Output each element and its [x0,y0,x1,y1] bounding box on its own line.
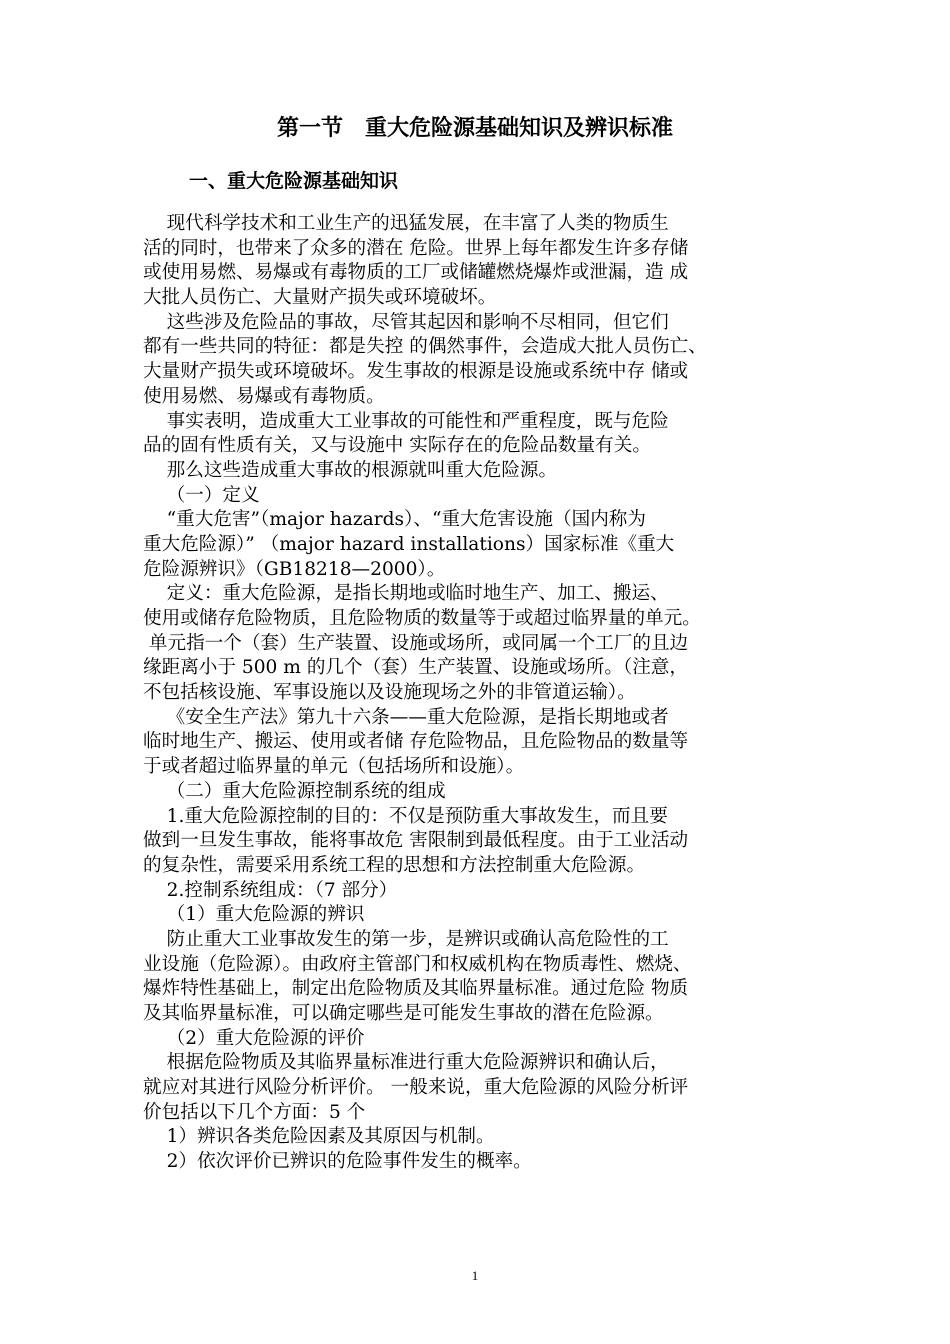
text-line: 品的固有性质有关，又与设施中 实际存在的危险品数量有关。 [143,435,651,457]
text-line: 危险源辨识》（GB18218—2000）。 [143,558,446,580]
text-line: 1.重大危险源控制的目的：不仅是预防重大事故发生，而且要 [143,805,668,827]
text-line: 的复杂性，需要采用系统工程的思想和方法控制重大危险源。 [143,854,646,876]
text-line: 这些涉及危险品的事故，尽管其起因和影响不尽相同，但它们 [143,311,669,333]
text-line: （2）重大危险源的评价 [143,1027,365,1049]
text-line: 及其临界量标准，可以确定哪些是可能发生事故的潜在危险源。 [143,1003,664,1024]
body-text [143,212,813,1175]
text-line: “重大危害”（major hazards）、“重大危害设施（国内称为 [143,509,646,531]
page-title: 第一节 重大危险源基础知识及辨识标准 [276,116,673,141]
text-line: 现代科学技术和工业生产的迅猛发展，在丰富了人类的物质生 [143,213,669,234]
text-line: 不包括核设施、军事设施以及设施现场之外的非管道运输）。 [143,682,636,704]
text-line: 大批人员伤亡、大量财产损失或环境破坏。 [143,287,497,309]
text-line: 单元指一个（套）生产装置、设施或场所，或同属一个工厂的且边 [143,632,689,654]
text-line: 缘距离小于 500 m 的几个（套）生产装置、设施或场所。（注意， [143,657,688,679]
text-line: 根据危险物质及其临界量标准进行重大危险源辨识和确认后， [143,1052,669,1074]
text-line: 那么这些造成重大事故的根源就叫重大危险源。 [143,459,558,481]
text-line: 做到一旦发生事故，能将事故危 害限制到最低程度。由于工业活动 [143,830,689,852]
text-line: 临时地生产、搬运、使用或者储 存危险物品，且危险物品的数量等 [143,731,689,753]
text-line: 2）依次评价已辨识的危险事件发生的概率。 [143,1151,532,1173]
text-line: 2.控制系统组成：（7 部分） [143,879,398,901]
text-line: 《安全生产法》第九十六条——重大危险源，是指长期地或者 [143,706,669,728]
page-number: 1 [471,1268,479,1283]
text-line: 都有一些共同的特征：都是失控 的偶然事件，会造成大批人员伤亡、 [143,336,707,358]
text-line: 于或者超过临界量的单元（包括场所和设施）。 [143,756,525,778]
text-line: 或使用易燃、易爆或有毒物质的工厂或储罐燃烧爆炸或泄漏，造 成 [143,262,689,284]
text-line: 爆炸特性基础上，制定出危险物质及其临界量标准。通过危险 物质 [143,978,689,1000]
text-line: 使用或储存危险物质，且危险物质的数量等于或超过临界量的单元。 [143,608,701,629]
text-line: 1）辨识各类危险因素及其原因与机制。 [143,1126,495,1148]
text-line: （一）定义 [143,484,260,506]
text-line: 活的同时，也带来了众多的潜在 危险。世界上每年都发生许多存储 [143,237,689,259]
section-heading: 一、重大危险源基础知识 [189,170,399,192]
text-line: 事实表明，造成重大工业事故的可能性和严重程度，既与危险 [143,410,669,432]
text-line: 业设施（危险源）。由政府主管部门和权威机构在物质毒性、燃烧、 [143,953,692,975]
text-line: 大量财产损失或环境破坏。发生事故的根源是设施或系统中存 储或 [143,361,689,383]
text-line: 定义：重大危险源，是指长期地或临时地生产、加工、搬运、 [143,583,669,605]
text-line: （1）重大危险源的辨识 [143,904,365,926]
text-line: 就应对其进行风险分析评价。 一般来说，重大危险源的风险分析评 [143,1077,689,1099]
text-line: 重大危险源）” （major hazard installations）国家标准《重大 [143,533,675,555]
text-line: （二）重大危险源控制系统的组成 [143,780,446,802]
text-line: 价包括以下几个方面：5 个 [143,1101,366,1123]
text-line: 使用易燃、易爆或有毒物质。 [143,385,385,407]
text-line: 防止重大工业事故发生的第一步，是辨识或确认高危险性的工 [143,928,669,950]
